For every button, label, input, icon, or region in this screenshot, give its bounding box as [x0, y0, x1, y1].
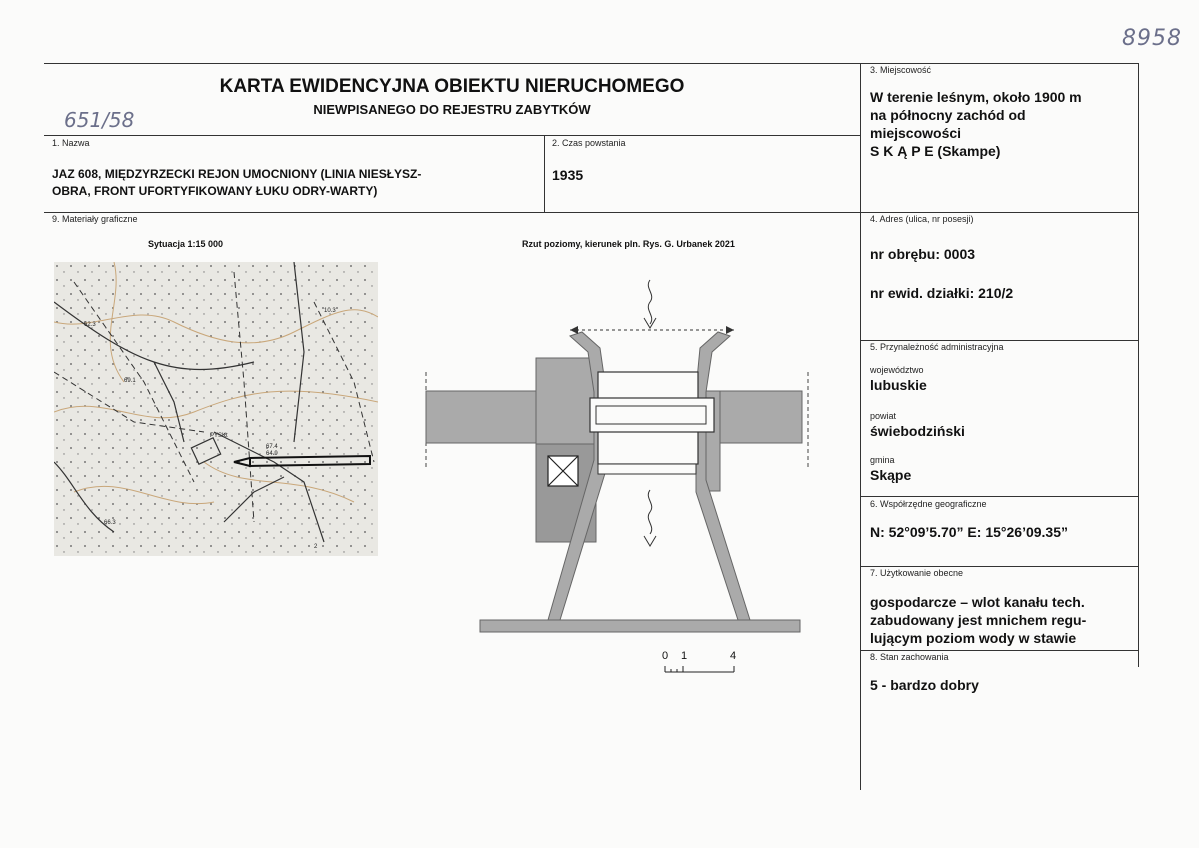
- name-label: 1. Nazwa: [52, 138, 90, 148]
- voivodeship-label: województwo: [870, 365, 924, 375]
- right-divider-5: [860, 340, 1138, 341]
- commune-value: Skąpe: [870, 467, 912, 483]
- right-divider-6: [860, 496, 1138, 497]
- precinct-number: nr obrębu: 0003: [870, 246, 976, 262]
- county-label: powiat: [870, 411, 897, 421]
- handwritten-reference: 651/58: [64, 108, 135, 132]
- date-label: 2. Czas powstania: [552, 138, 626, 148]
- scale-tick-4: 4: [730, 650, 737, 662]
- right-divider-8: [860, 650, 1138, 651]
- graphics-label: 9. Materiały graficzne: [52, 214, 138, 224]
- right-outer-border: [1138, 63, 1139, 667]
- condition-label: 8. Stan zachowania: [870, 652, 949, 662]
- usage-label: 7. Użytkowanie obecne: [870, 568, 964, 578]
- divider-name-time: [544, 135, 545, 212]
- top-border: [44, 63, 1138, 64]
- condition-value: 5 - bardzo dobry: [870, 677, 979, 693]
- usage-line2: zabudowany jest mnichem regu-: [870, 612, 1087, 628]
- scale-bar: [664, 664, 738, 674]
- name-value-line2: OBRA, FRONT UFORTYFIKOWANY ŁUKU ODRY-WARTY): [52, 184, 378, 198]
- admin-label: 5. Przynależność administracyjna: [870, 342, 1004, 352]
- scale-tick-0: 0: [662, 650, 669, 662]
- usage-line1: gospodarcze – wlot kanału tech.: [870, 594, 1085, 610]
- voivodeship-value: lubuskie: [870, 377, 927, 393]
- svg-text:PYSKt: PYSKt: [210, 433, 228, 439]
- svg-text:69.1: 69.1: [124, 378, 136, 384]
- svg-text:67.4: 67.4: [266, 444, 278, 450]
- plan-caption: Rzut poziomy, kierunek pln. Rys. G. Urbanek 2021: [522, 239, 735, 249]
- coordinates-label: 6. Współrzędne geograficzne: [870, 499, 987, 509]
- svg-text:62.3: 62.3: [84, 322, 96, 328]
- commune-label: gmina: [870, 455, 895, 465]
- usage-line3: lującym poziom wody w stawie: [870, 630, 1077, 646]
- svg-text:64.9: 64.9: [266, 451, 278, 457]
- locality-label: 3. Miejscowość: [870, 65, 932, 75]
- card-title: KARTA EWIDENCYJNA OBIEKTU NIERUCHOMEGO: [219, 76, 685, 97]
- floor-plan-drawing: [420, 260, 820, 680]
- coordinates-value: N: 52°09’5.70” E: 15°26’09.35”: [870, 524, 1068, 540]
- locality-line2: na północny zachód od: [870, 107, 1026, 123]
- situation-map: [54, 262, 378, 556]
- county-value: świebodziński: [870, 423, 965, 439]
- locality-line3: miejscowości: [870, 125, 962, 141]
- address-label: 4. Adres (ulica, nr posesji): [870, 214, 974, 224]
- card-subtitle: NIEWPISANEGO DO REJESTRU ZABYTKÓW: [313, 102, 591, 117]
- locality-line4: S K Ą P E (Skampe): [870, 143, 1001, 159]
- svg-text:66.3: 66.3: [104, 520, 116, 526]
- name-value-line1: JAZ 608, MIĘDZYRZECKI REJON UMOCNIONY (LINIA NIESŁYSZ-: [52, 167, 422, 181]
- svg-text:2: 2: [314, 544, 318, 550]
- row-divider-1: [44, 135, 860, 136]
- locality-line1: W terenie leśnym, około 1900 m: [870, 89, 1082, 105]
- svg-text:10.3: 10.3: [324, 308, 336, 314]
- right-divider-7: [860, 566, 1138, 567]
- map-caption: Sytuacja 1:15 000: [148, 239, 224, 249]
- date-value: 1935: [552, 167, 584, 183]
- parcel-number: nr ewid. działki: 210/2: [870, 285, 1014, 301]
- row-divider-2: [44, 212, 1138, 213]
- right-column-divider: [860, 63, 861, 790]
- scale-tick-1: 1: [681, 650, 688, 662]
- stamp-number: 8958: [1122, 26, 1182, 51]
